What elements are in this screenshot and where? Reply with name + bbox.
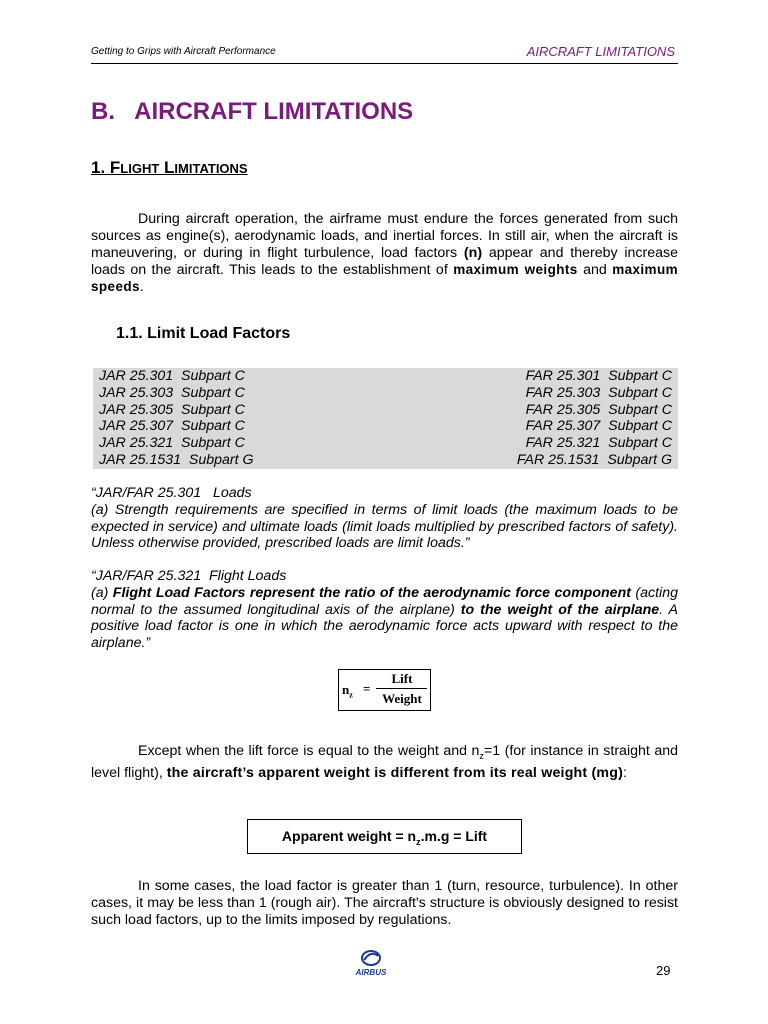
section-word2-rest: IMITATIONS [174,161,248,176]
jar-reference: JAR 25.301 Subpart C [99,368,245,384]
section-word2-cap: L [164,158,175,177]
fraction-bar [376,688,427,689]
intro-paragraph: During aircraft operation, the airframe must endure the forces generated from such sources as engine(s), aerodynamic loads, and inertial forces. In still air, when the aircraft is maneuvering, or during in flight turbulence, load factors (n) appear and thereby increase loads on the aircraft. This leads to the establishment of maximum weights and maximum speeds. [91,211,679,295]
regulation-row [93,418,678,435]
jar-reference: JAR 25.307 Subpart C [99,418,245,435]
formula-lhs: $n_z$ [342,682,353,700]
section-word1-rest: LIGHT [120,161,160,176]
chapter-title: B. AIRCRAFT LIMITATIONS [91,98,414,125]
jar-reference: JAR 25.321 Subpart C [99,435,245,452]
load-factor-cases-paragraph: In some cases, the load factor is greater than 1 (turn, resource, turbulence). In other cases, it may be less than 1 (rough air). The aircraft's structure is obviously designed to resist such load factors, up to the limits imposed by regulations. [91,878,678,928]
far-reference: FAR 25.307 Subpart C [525,418,672,435]
apparent-weight-formula: Apparent weight = $n_z.m.g$ = Lift [247,819,522,854]
quote-flight-loads-title: “JAR/FAR 25.321 Flight Loads [91,568,287,584]
airbus-logo-icon [348,948,394,978]
regulation-row [93,435,678,452]
airbus-logo [348,948,394,978]
quote-flight-loads [91,568,678,652]
far-reference: FAR 25.303 Subpart C [525,384,672,401]
formula-equals: = [363,681,371,696]
load-factor-formula [338,669,431,711]
far-reference: FAR 25.1531 Subpart G [516,451,672,468]
jar-reference: JAR 25.303 Subpart C [99,384,245,401]
section-heading [91,158,248,178]
quote-loads-title: “JAR/FAR 25.301 Loads [91,485,252,501]
regulation-row [93,368,678,385]
jar-reference: JAR 25.1531 Subpart G [99,451,254,468]
page-number: 29 [656,963,671,978]
section-word1-cap: F [109,158,121,177]
section-number: 1. [91,158,110,177]
apparent-weight-paragraph: Except when the lift force is equal to the weight and $n_z=1$ (for instance in straight and level flight), the aircraft’s apparent weight is different from its real weight (mg): [91,743,679,781]
jar-reference: JAR 25.305 Subpart C [99,401,245,418]
far-reference: FAR 25.321 Subpart C [525,435,672,452]
quote-loads-body: (a) Strength requirements are specified in terms of limit loads (the maximum loads to be expected in service) and ultimate loads (limit loads multiplied by prescribed factors of safety). Unless otherwise provided, prescribed loads are limit loads.” [91,501,678,552]
quote-loads [91,485,678,552]
far-reference: FAR 25.305 Subpart C [525,401,672,418]
regulation-table [93,368,678,469]
running-header-chapter: AIRCRAFT LIMITATIONS [526,44,675,59]
header-rule [91,63,678,64]
svg-text:AIRBUS: AIRBUS [355,968,387,977]
regulation-row [93,402,678,419]
regulation-row [93,452,678,469]
formula-numerator: Lift [391,671,413,686]
formula-denominator: Weight [382,691,422,706]
subsection-title: 1.1. Limit Load Factors [116,325,291,342]
far-reference: FAR 25.301 Subpart C [525,368,672,384]
running-header-title: Getting to Grips with Aircraft Performance [91,46,276,57]
regulation-row [93,385,678,402]
quote-flight-loads-body: (a) Flight Load Factors represent the ratio of the aerodynamic force component (acting normal to the assumed longitudinal axis of the airplane) to the weight of the airplane. A positive load factor is one in which the aerodynamic force acts upward with respect to the airplane.” [91,584,678,652]
